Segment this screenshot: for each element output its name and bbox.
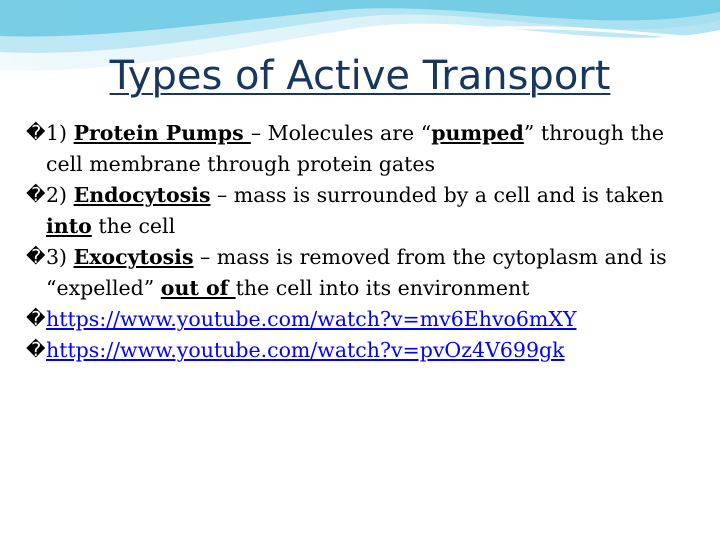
bullet-list: [26, 118, 686, 366]
item-text-end: ” through the cell membrane through protein gates: [46, 121, 665, 176]
item-term: Endocytosis: [73, 183, 211, 207]
list-item-protein-pumps: [26, 118, 686, 180]
bullet-icon: �: [26, 339, 46, 361]
list-item-link-2: [26, 335, 686, 366]
item-text: – mass is surrounded by a cell and is taken: [210, 183, 664, 207]
bullet-icon: �: [26, 308, 46, 330]
item-term: Exocytosis: [73, 245, 194, 269]
item-number: 1): [46, 121, 74, 145]
item-term: Protein Pumps: [73, 121, 251, 145]
list-item-endocytosis: [26, 180, 686, 242]
item-text-end: the cell into its environment: [235, 276, 530, 300]
item-emphasis: pumped: [431, 121, 524, 145]
list-item-link-1: [26, 304, 686, 335]
item-number: 2): [46, 183, 74, 207]
item-emphasis: out of: [160, 276, 236, 300]
youtube-link-1[interactable]: https://www.youtube.com/watch?v=mv6Ehvo6mXY: [46, 307, 577, 331]
item-text-end: the cell: [91, 214, 176, 238]
item-emphasis: into: [46, 214, 92, 238]
bullet-icon: �: [26, 184, 46, 206]
item-text: – mass is removed from the cytoplasm and is “expelled”: [46, 245, 667, 300]
bullet-icon: �: [26, 246, 46, 268]
bullet-icon: �: [26, 122, 46, 144]
item-number: 3): [46, 245, 74, 269]
youtube-link-2[interactable]: https://www.youtube.com/watch?v=pvOz4V699gk: [46, 338, 565, 362]
item-text: – Molecules are “: [250, 121, 432, 145]
list-item-exocytosis: [26, 242, 686, 304]
page-title: Types of Active Transport: [109, 53, 611, 99]
